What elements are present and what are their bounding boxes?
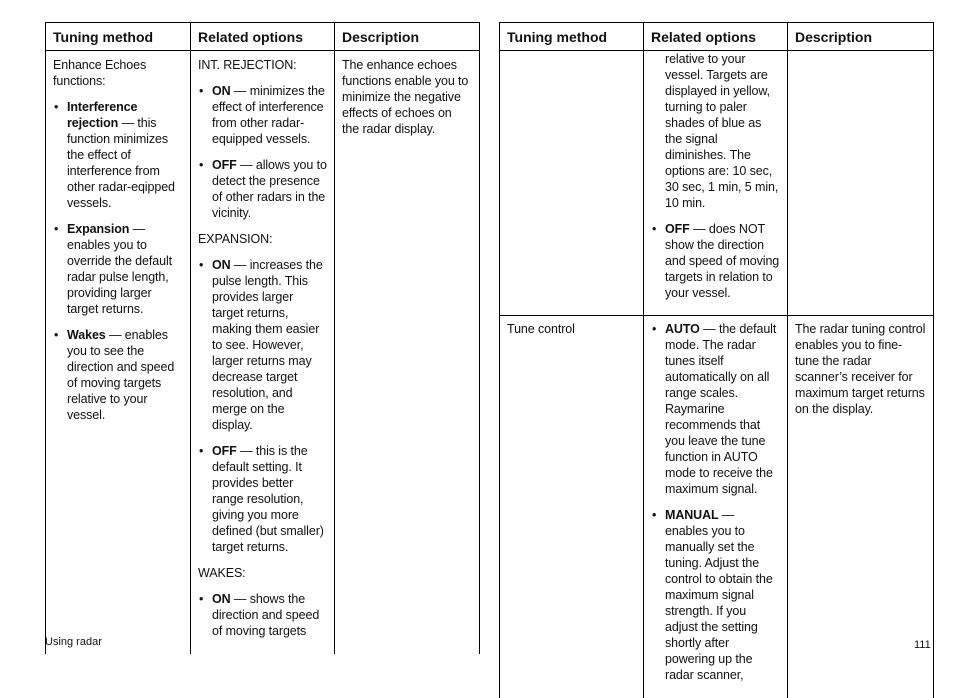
table-header-row: [46, 23, 480, 51]
option-text: — increases the pulse length. This provides larger target returns, making them easier to see. However, larger returns may decrease target resolution, and merge on the display.: [212, 258, 323, 432]
options-cell: [191, 51, 335, 655]
list-item: [198, 591, 327, 639]
table-row: [500, 316, 934, 698]
page-number: 111: [914, 639, 931, 651]
option-term: ON: [212, 592, 231, 606]
wakes-continued-list: [651, 51, 780, 301]
list-item: [651, 321, 780, 497]
item-term: Wakes: [67, 328, 106, 342]
header-tuning-method: Tuning method: [500, 23, 644, 51]
item-text: — enables you to see the direction and speed of moving targets relative to your vessel.: [67, 328, 174, 422]
option-term: MANUAL: [665, 508, 719, 522]
list-item: [198, 257, 327, 433]
option-text: — does NOT show the direction and speed of moving targets in relation to your vessel.: [665, 222, 779, 300]
option-term: OFF: [212, 444, 237, 458]
int-rejection-heading: INT. REJECTION:: [198, 57, 327, 73]
option-text: — minimizes the effect of interference from other radar-equipped vessels.: [212, 84, 325, 146]
option-text: — allows you to detect the presence of other radars in the vicinity.: [212, 158, 327, 220]
list-item: [53, 99, 183, 211]
expansion-list: [198, 257, 327, 555]
header-description: Description: [335, 23, 480, 51]
option-term: OFF: [212, 158, 237, 172]
description-cell: [788, 316, 934, 698]
method-cell: [500, 51, 644, 316]
option-term: OFF: [665, 222, 690, 236]
wakes-list: [198, 591, 327, 639]
table-row: [46, 51, 480, 655]
list-item: [651, 221, 780, 301]
option-text: — this is the default setting. It provides better range resolution, giving you more defined (but smaller) target returns.: [212, 444, 324, 554]
method-cell: [46, 51, 191, 655]
wakes-heading: WAKES:: [198, 565, 327, 581]
header-description: Description: [788, 23, 934, 51]
description-text: The enhance echoes functions enable you to minimize the negative effects of echoes on the radar display.: [342, 57, 472, 137]
header-tuning-method: Tuning method: [46, 23, 191, 51]
option-text: — the default mode. The radar tunes itself automatically on all range scales. Raymarine recommends that you leave the tune function in AUTO mode to receive the maximum signal.: [665, 322, 776, 496]
item-text: — this function minimizes the effect of interference from other radar-eqipped vessels.: [67, 116, 175, 210]
list-item: [651, 507, 780, 683]
item-term: Interference rejection: [67, 100, 137, 130]
expansion-heading: EXPANSION:: [198, 231, 327, 247]
method-list: [53, 99, 183, 423]
option-text: — enables you to manually set the tuning. Adjust the control to obtain the maximum signal strength. If you adjust the setting shortly after powering up the radar scanner,: [665, 508, 773, 682]
list-item: [198, 443, 327, 555]
list-item-continued: [651, 51, 780, 211]
item-text: — enables you to override the default radar pulse length, providing larger target returns.: [67, 222, 172, 316]
left-table: [45, 22, 480, 654]
options-cell: [644, 51, 788, 316]
option-text: relative to your vessel. Targets are displayed in yellow, turning to paler shades of blue as the signal diminishes. The options are: 10 sec, 30 sec, 1 min, 5 min, 10 min.: [665, 52, 778, 210]
footer-section-title: Using radar: [45, 636, 102, 648]
header-related-options: Related options: [191, 23, 335, 51]
method-intro: Enhance Echoes functions:: [53, 57, 183, 89]
list-item: [198, 83, 327, 147]
list-item: [198, 157, 327, 221]
options-cell: [644, 316, 788, 698]
table-header-row: [500, 23, 934, 51]
list-item: [53, 327, 183, 423]
list-item: [53, 221, 183, 317]
option-text: — shows the direction and speed of moving targets: [212, 592, 319, 638]
description-text: The radar tuning control enables you to fine-tune the radar scanner’s receiver for maximum target returns on the display.: [795, 321, 926, 417]
header-related-options: Related options: [644, 23, 788, 51]
option-term: AUTO: [665, 322, 700, 336]
option-term: ON: [212, 84, 231, 98]
table-row: [500, 51, 934, 316]
description-cell: [335, 51, 480, 655]
method-cell: Tune control: [500, 316, 644, 698]
tune-options-list: [651, 321, 780, 683]
right-table: [499, 22, 934, 698]
description-cell: [788, 51, 934, 316]
int-rejection-list: [198, 83, 327, 221]
item-term: Expansion: [67, 222, 129, 236]
option-term: ON: [212, 258, 231, 272]
